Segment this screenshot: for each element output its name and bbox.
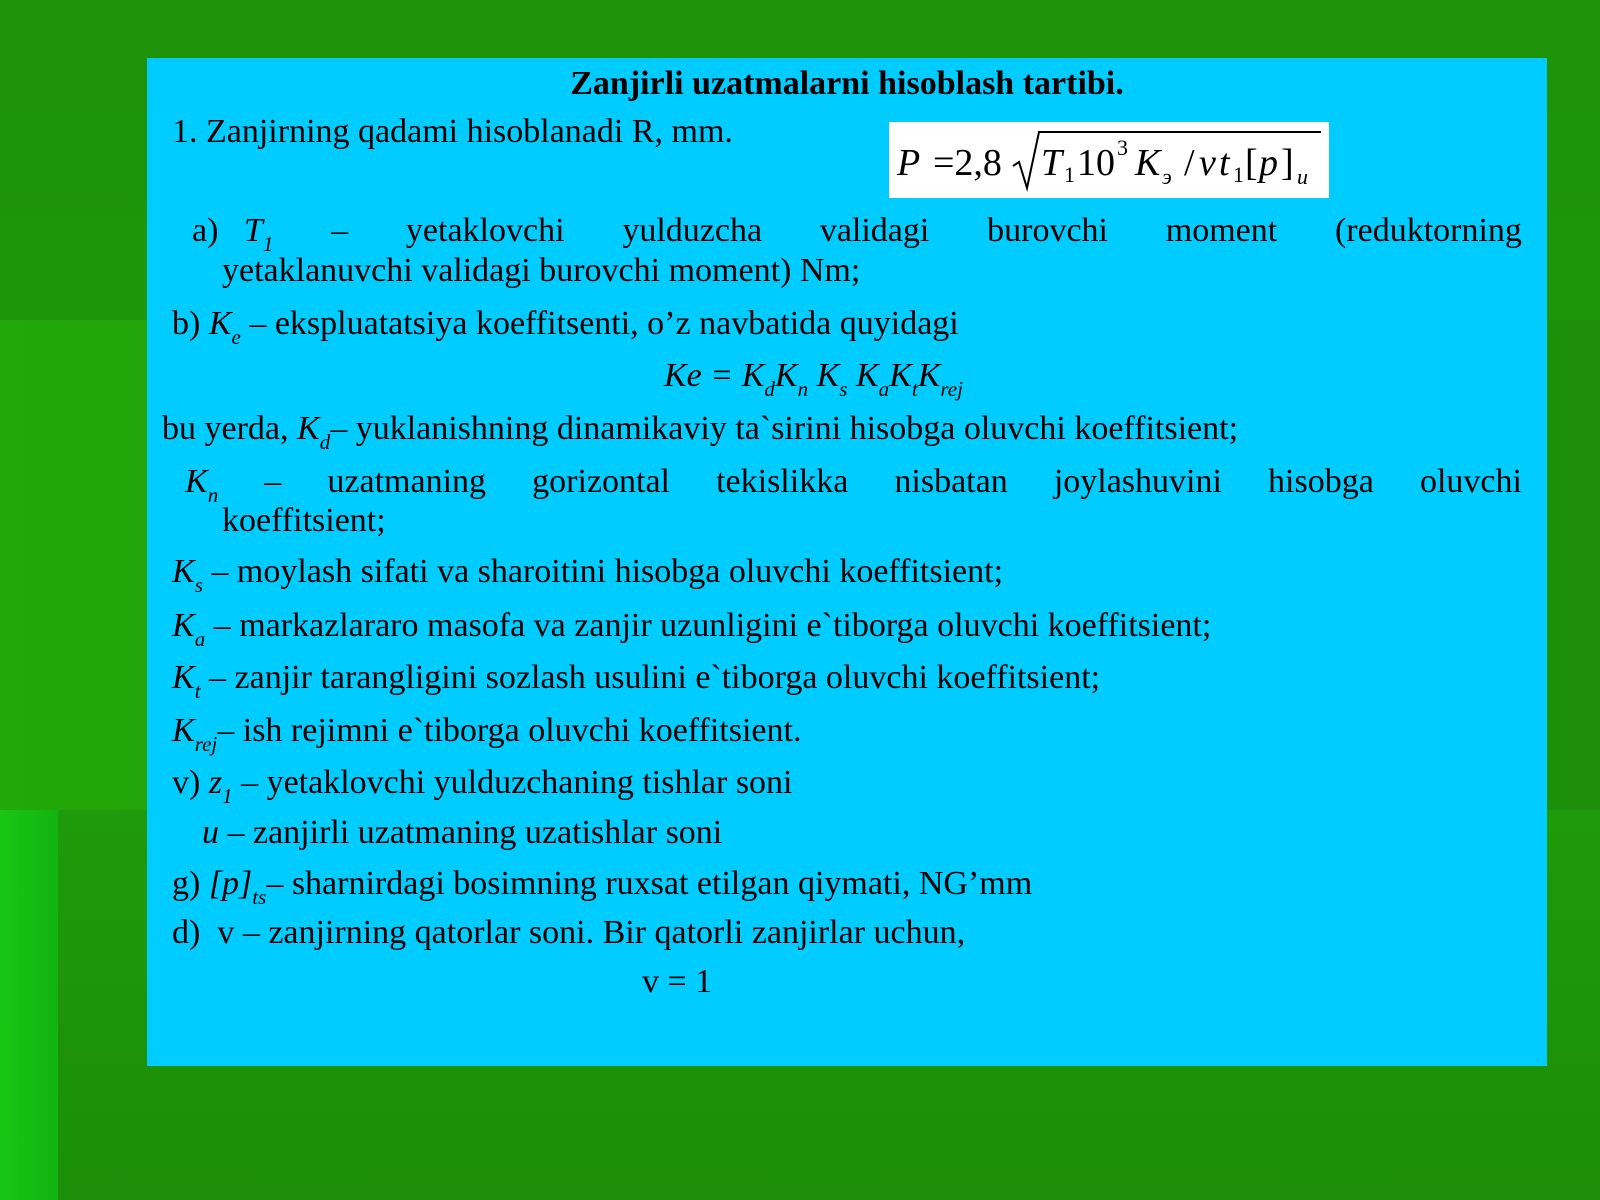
formula-ten-sup: 3 [1117,135,1128,160]
item-a-symbol: T [243,212,263,249]
formula-v: v [1199,142,1216,184]
formula-t: T [1041,142,1063,184]
pitch-formula-graphic [889,122,1329,198]
item-d-line: d) v – zanjirning qatorlar soni. Bir qatorli zanjirlar uchun, [172,914,966,951]
pitch-formula [889,122,1329,198]
formula-lhs: P [897,142,921,184]
formula-bracket-close: ] [1281,142,1294,184]
kn-line2: koeffitsient; [222,502,386,539]
slide-title: Zanjirli uzatmalarni hisoblash tartibi. [570,65,1124,102]
kd-line: bu yerda, $K_d-$ yuklanishning dinamikaviy ta`sirini hisobga oluvchi koeffitsient; [162,410,1239,454]
kt-line: $K_t$ – zanjir tarangligini sozlash usulini e`tiborga oluvchi koeffitsient; [172,659,1101,703]
item-b: b) $K_e$ – ekspluatatsiya koeffitsenti, o’z navbatida quyidagi [172,305,959,349]
formula-p: p [1259,142,1278,184]
slide-content-panel [147,58,1547,1066]
krej-line: $K_{rej}-$ ish rejimni e`tiborga oluvchi koeffitsient. [172,712,802,756]
item-u-line: u – zanjirli uzatmaning uzatishlar soni [202,814,723,851]
formula-t2-sub: 1 [1233,162,1244,187]
item-a-line1: a) $T_1$ – yetaklovchi yulduzcha validagi burovchi moment (reduktorning [192,212,1522,256]
formula-t-sub: 1 [1064,162,1075,187]
item-a-prefix: a) [192,212,219,249]
item-g-line: g) $[p]_{ts}-$ sharnirdagi bosimning ruxsat etilgan qiymati, NG’mm [172,865,1033,909]
background-left-strip [0,810,58,1200]
formula-t2: t [1219,142,1230,184]
formula-eq: =2,8 [933,142,1002,184]
formula-slash: / [1184,142,1195,184]
step-1-text: 1. Zanjirning qadami hisoblanadi R, mm. [172,113,733,150]
v-equals-line: v = 1 [642,963,713,1000]
item-a-sub: 1 [262,232,274,256]
formula-k: K [1135,142,1161,184]
formula-ten: 10 [1077,142,1115,184]
formula-k-sub: э [1162,164,1172,189]
formula-p-sub: u [1297,164,1308,189]
ka-line: $K_a$ – markazlararo masofa va zanjir uzunligini e`tiborga oluvchi koeffitsient; [172,607,1212,651]
ke-formula: $Ke = K_dK_n$ $K_s$ $K_aK_tK_{rej}$ [664,357,963,401]
ks-line: $K_s$ – moylash sifati va sharoitini hisobga oluvchi koeffitsient; [172,553,1004,597]
kn-line1: $K_n$ – uzatmaning gorizontal tekislikka nisbatan joylashuvini hisobga oluvchi [185,463,1522,507]
item-v-line: v) $z_1$ – yetaklovchi yulduzchaning tishlar soni [172,764,793,808]
item-a-line2: yetaklanuvchi validagi burovchi moment) Nm; [222,252,861,289]
formula-bracket-open: [ [1245,142,1258,184]
